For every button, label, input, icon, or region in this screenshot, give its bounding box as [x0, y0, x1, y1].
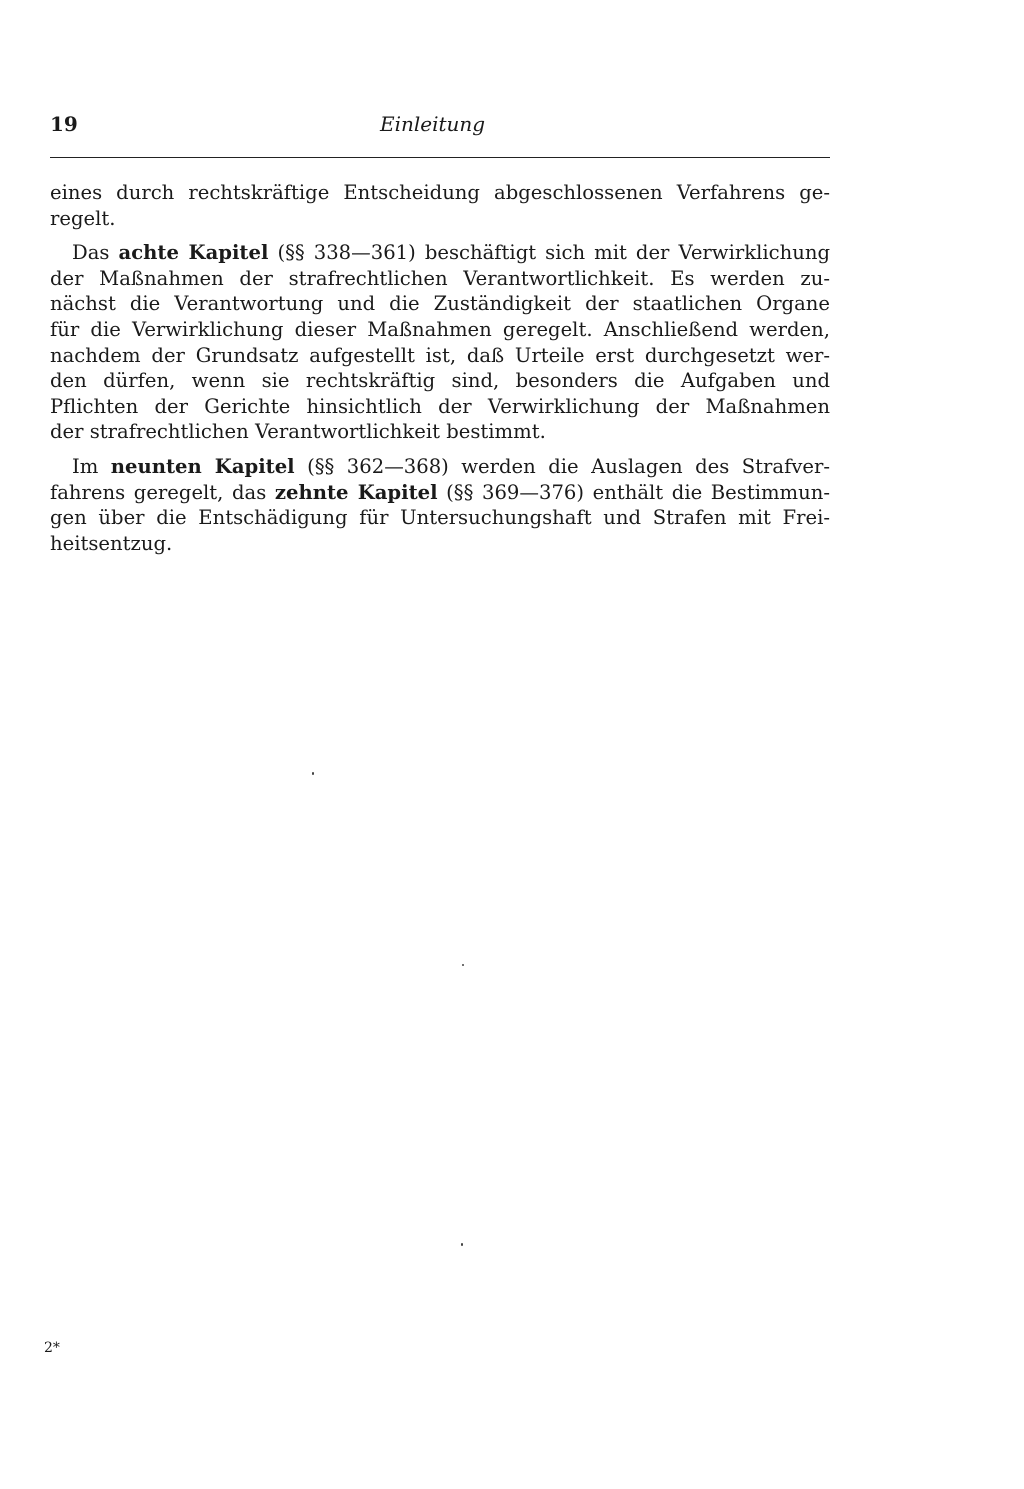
text-run: Das: [72, 241, 119, 265]
page-number: 19: [50, 112, 78, 136]
print-speck: [461, 1243, 463, 1246]
text-run: (§§ 362—368) werden die Auslagen des Strafver-: [294, 454, 830, 478]
text-line: [50, 454, 830, 480]
chapter-term: achte Kapitel: [118, 241, 269, 265]
text-line: für die Verwirklichung dieser Maßnahmen geregelt. Anschließend werden,: [50, 317, 830, 341]
chapter-term: neunten Kapitel: [110, 454, 295, 478]
text-line: gen über die Entschädigung für Untersuchungshaft und Strafen mit Frei-: [50, 506, 830, 530]
text-run: (§§ 338—361) beschäftigt sich mit der Verwirklichung: [268, 241, 830, 265]
text-run: fahrens geregelt, das: [50, 480, 275, 504]
text-line: eines durch rechtskräftige Entscheidung abgeschlossenen Verfahrens ge-: [50, 181, 830, 204]
text-line: regelt.: [50, 206, 116, 230]
text-line: der Maßnahmen der strafrechtlichen Verantwortlichkeit. Es werden zu-: [50, 266, 830, 290]
text-line: der strafrechtlichen Verantwortlichkeit bestimmt.: [50, 420, 546, 444]
print-speck: [312, 772, 314, 775]
text-line: [50, 480, 830, 506]
paragraph-continuation: [50, 180, 830, 231]
running-title: Einleitung: [380, 112, 486, 136]
header-rule: [50, 157, 830, 158]
paragraph-neuntes-zehntes-kapitel: [50, 454, 830, 556]
text-line: nachdem der Grundsatz aufgestellt ist, daß Urteile erst durchgesetzt wer-: [50, 343, 830, 367]
text-line: den dürfen, wenn sie rechtskräftig sind, besonders die Aufgaben und: [50, 369, 830, 393]
text-line: Pflichten der Gerichte hinsichtlich der Verwirklichung der Maßnahmen: [50, 394, 830, 418]
body-text: [50, 180, 830, 565]
chapter-term: zehnte Kapitel: [274, 480, 438, 504]
text-run: Im: [72, 454, 111, 478]
print-speck: [462, 964, 464, 966]
paragraph-achtes-kapitel: [50, 240, 830, 445]
text-line: nächst die Verantwortung und die Zuständigkeit der staatlichen Organe: [50, 292, 830, 316]
text-line: heitsentzug.: [50, 531, 173, 555]
text-line: [50, 240, 830, 266]
page-header: [50, 110, 830, 142]
signature-mark: 2*: [44, 1340, 60, 1356]
text-run: (§§ 369—376) enthält die Bestimmun-: [437, 480, 830, 504]
